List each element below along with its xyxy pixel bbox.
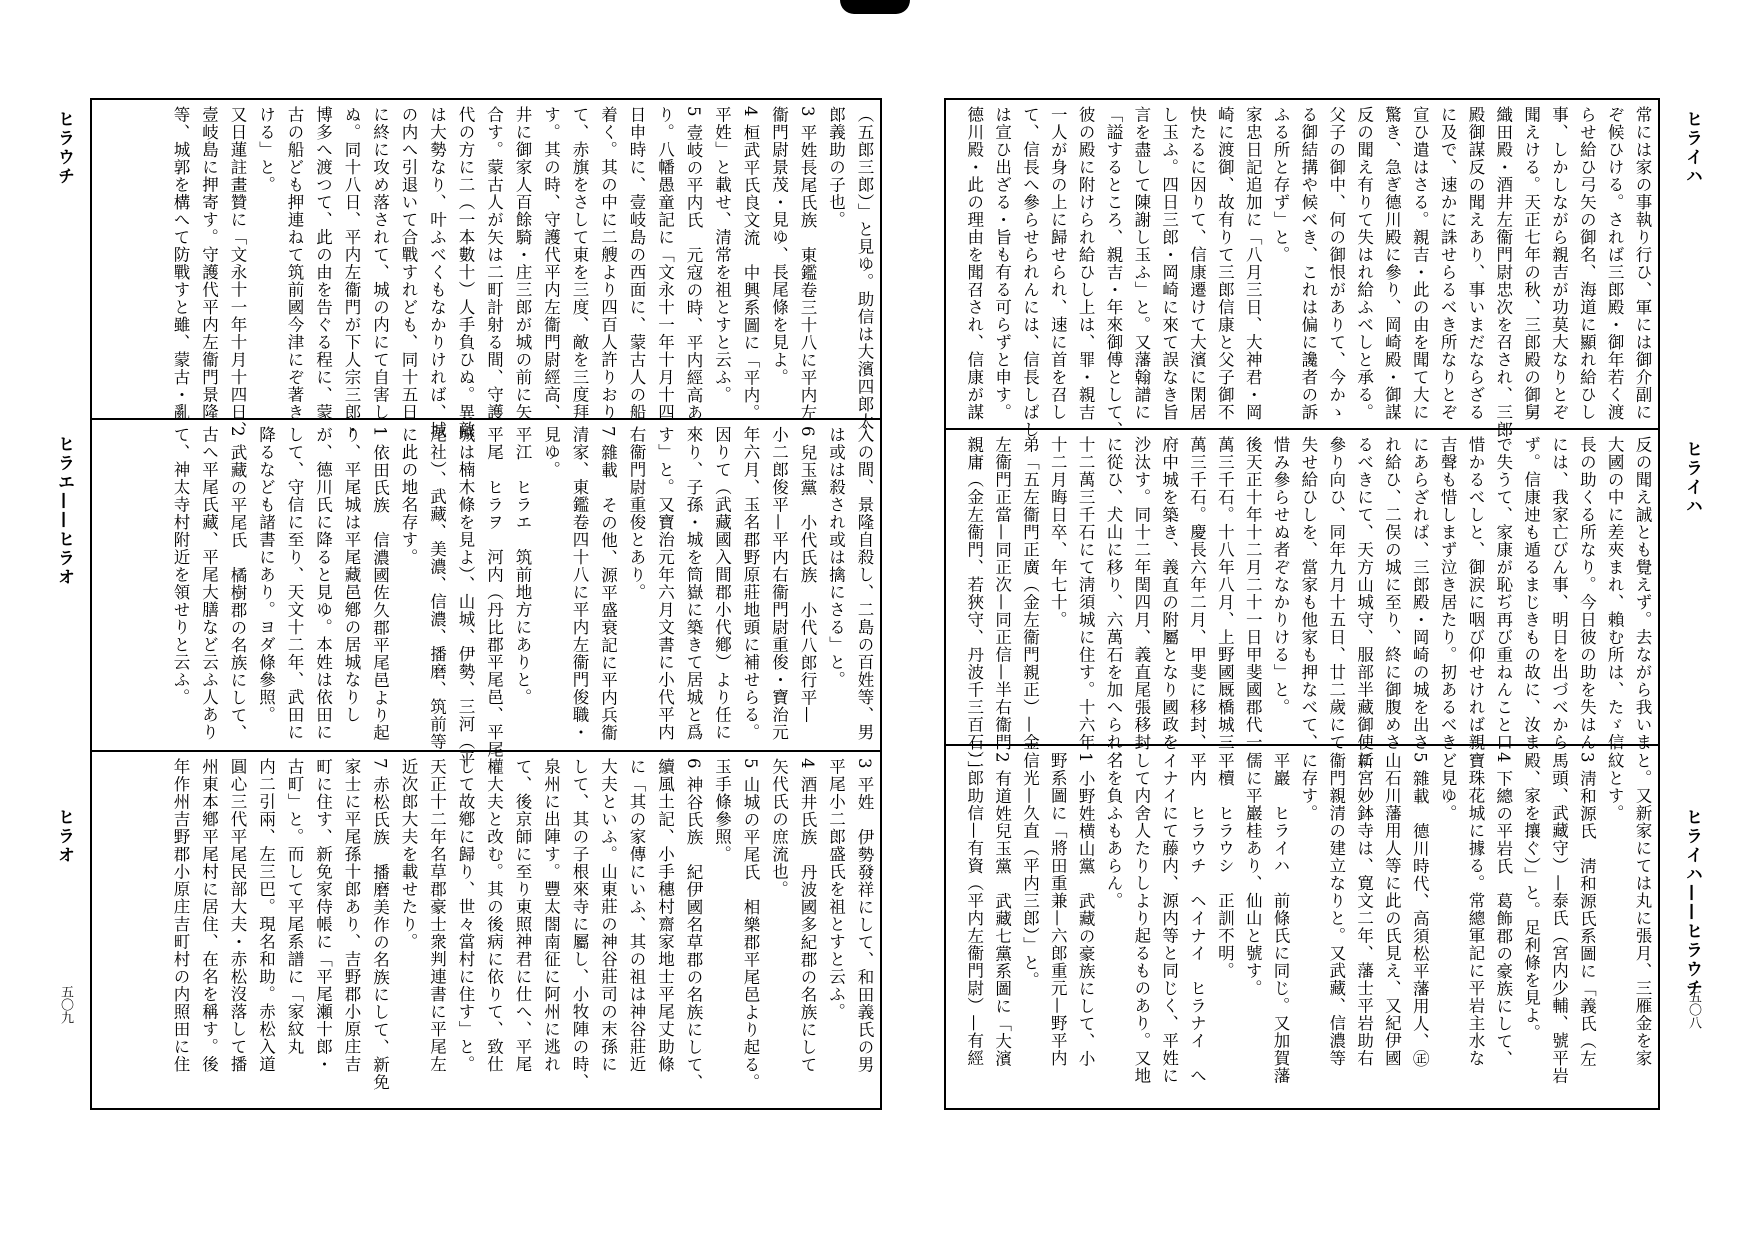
text-column: 左衞門正當—同正次—同正信—半右衞門: [992, 436, 1012, 751]
text-column: 平尾小二郎盛氏を祖とすと云ふ。: [826, 758, 846, 1021]
text-column: （五郎三郎）」と見ゆ。助信は大濱四郎太: [855, 106, 874, 431]
text-column: 家忠日記追加に「八月三日、大神君・岡: [1243, 106, 1263, 421]
text-column: 快たるに因りて、信康遷けて大濱に閑居: [1187, 106, 1207, 421]
text-column: 6 兒玉黨 小代氏族 小代八郎行平—: [798, 426, 817, 724]
text-column: 萬三千石。十八年八月、上野國厩橋城三: [1215, 436, 1235, 751]
text-column: り、平尾城は平尾藏邑鄕の居城なりし: [342, 426, 361, 724]
text-column: 5 壹岐の平内氏 元寇の時、平内經高あ: [684, 106, 703, 422]
text-column: は宣ひ出ざる・旨も有る可らずと申す。: [992, 106, 1012, 421]
text-column: に「其の家傳にいふ、其の祖は神谷莊近: [627, 758, 646, 1073]
text-column: 十二萬三千石にて淸須城に住す。十六年: [1076, 436, 1096, 751]
text-column: 衞門親清の建立なりと。又武藏、信濃等: [1326, 752, 1346, 1067]
text-column: 惜かるべしと、御涙に咽び仰せければ親: [1465, 436, 1485, 751]
text-column: 寶珠花城に據る。常總軍記に平岩主水な: [1465, 752, 1485, 1067]
text-column: 6 神谷氏族 紀伊國名草郡の名族にして、: [684, 758, 703, 1091]
text-column: 郎義助の子也。: [826, 106, 846, 229]
text-column: 7 赤松氏族 播磨美作の名族にして、新免: [370, 758, 390, 1091]
text-column: 着く。其の中に二艘より四百人許りおり: [598, 106, 618, 421]
text-column: 井に御家人百餘騎・庄三郎が城の前に矢: [513, 106, 532, 421]
running-head: ヒラエ——ヒラオ: [54, 435, 74, 587]
text-column: して、守信に至り、天文十二年、武田に: [285, 426, 304, 741]
text-column: ぬ。同十八日、平内左衞門が下人宗三郎・: [342, 106, 361, 439]
text-column: 壹岐島に押寄す。守護代平内左衞門景隆: [199, 106, 219, 421]
text-column: て、赤旗をさして東を三度、敵を三度拜: [570, 106, 589, 421]
text-column: 2 武藏の平尾氏 橘樹郡の名族にして、: [228, 426, 247, 742]
text-column: 又日蓮註畫贊に「文永十一年十月十四日、: [228, 106, 247, 439]
text-column: 7 雜載 その他、源平盛衰記に平内兵衞: [598, 426, 618, 742]
text-column: 5 雜載 德川時代、高須松平藩用人、㊣: [1410, 752, 1430, 1068]
text-column: るべきにて、天方山城守、服部半藏御使に: [1354, 436, 1374, 769]
text-column: 古の船ども押連ねて筑前國今津にぞ著き: [285, 106, 304, 421]
text-column: 驚き、急ぎ德川殿に參り、岡崎殿・御謀: [1382, 106, 1402, 421]
text-column: に存す。: [1298, 752, 1318, 822]
text-column: に及で、速かに誅せらるべき所なりとぞ: [1438, 106, 1458, 421]
text-column: 來り、子孫・城を筒嶽に築きて居城と爲: [684, 426, 703, 741]
text-column: にあらざれば、三郎殿・岡崎の城を出さ: [1410, 436, 1430, 751]
text-column: 3 平姓長尾氏族 東鑑卷三十八に平内左: [798, 106, 817, 422]
text-column: 事、しかしながら親吉が功莫大なりとぞ: [1549, 106, 1569, 421]
text-column: に終に攻め落されて、城の内にて自害し: [370, 106, 390, 421]
text-column: 權大夫と改む。其の後病に依りて、致仕: [484, 758, 504, 1073]
text-column: が、德川氏に降ると見ゆ。本姓は依田に: [313, 426, 333, 741]
text-column: 弟「五左衞門正廣（金左衞門親正）—金: [1020, 436, 1040, 751]
text-column: 織田殿・酒井左衞門尉忠次を召され、三郎: [1493, 106, 1513, 439]
text-column: 宣ひ遣はさる。親吉・此の由を聞て大に: [1410, 106, 1430, 421]
text-column: 1 依田氏族 信濃國佐久郡平尾邑より起: [370, 426, 390, 742]
text-column: 十二月晦日卒、年七十。: [1048, 436, 1068, 629]
text-column: と。又新家にては丸に張月、三雁金を家: [1633, 752, 1652, 1067]
text-column: 言を盡して陳謝し玉ふ」と。又藩翰譜に: [1131, 106, 1151, 421]
text-column: 常には家の事執り行ひ、軍には御介副に: [1633, 106, 1652, 421]
text-column: 尾社）、武藏、美濃、信濃、播磨、筑前等: [427, 426, 447, 751]
text-band-middle: [100, 426, 874, 768]
text-column: し玉ふ。四日三郎・岡崎に來て誤なき旨: [1159, 106, 1179, 421]
text-column: 2 有道姓兒玉黨 武藏七黨系圖に「大濱: [992, 752, 1012, 1068]
text-column: 吉聲も惜しまず泣き居たり。扨あるべき: [1438, 436, 1458, 751]
text-column: ず。信康迚も遁るまじきもの故に、汝ま: [1521, 436, 1541, 751]
text-column: 失せ給ひしを、當家も他家も押なべて、: [1298, 436, 1318, 751]
text-column: 府中城を築き、義直の附屬となり國政を: [1159, 436, 1179, 751]
text-column: の内へ引退いて合戰すれども、同十五日: [399, 106, 418, 421]
right-page: [944, 98, 1660, 1110]
text-column: 圓心三代平尾民部大夫・赤松沒落して播: [228, 758, 247, 1073]
text-column: 矢代氏の庶流也。: [769, 758, 789, 898]
text-column: 3 平姓 伊勢發祥にして、和田義氏の男: [855, 758, 874, 1074]
text-column: 見ゆ。: [541, 426, 561, 479]
text-column: 古へ平尾氏藏、平尾大膳など云ふ人あり: [199, 426, 219, 741]
text-column: 德川殿・此の理由を聞召され、信康が謀: [964, 106, 984, 421]
text-column: 後天正十年十二月二十一日甲斐國郡代一: [1243, 436, 1263, 751]
left-page: [90, 98, 882, 1110]
text-band-top: [954, 106, 1652, 439]
text-column: ど見ゆ。: [1438, 752, 1458, 822]
text-column: ぞ候ひける。されば三郎殿・御年若く渡: [1605, 106, 1625, 421]
text-column: 古町」と。而して平尾系譜に「家紋丸: [285, 758, 304, 1056]
text-column: 3 淸和源氏 淸和源氏系圖に「義氏（左: [1577, 752, 1597, 1068]
text-column: 信光—久直（平内三郎）」と。: [1020, 752, 1040, 989]
text-column: 反の聞え有りて失はれ給ふべしと承る。: [1354, 106, 1374, 421]
text-column: 平姓」と載せ、清常を祖とすと云ふ。: [712, 106, 732, 404]
text-column: 町に住す、新免家侍帳に「平尾瀬十郎・: [313, 758, 333, 1073]
text-band-bottom: [100, 758, 872, 1104]
text-column: る御結搆や候べき、これは偏に讒者の訴: [1298, 106, 1318, 421]
text-column: 平内 ヒラウチ ヘイナイ ヒラナイ へ: [1187, 752, 1207, 1085]
page-number: 五〇九: [58, 985, 73, 1024]
text-column: 平尾 ヒラヲ 河内（丹比郡平尾邑、平尾: [484, 426, 504, 759]
text-column: 日申時に、壹岐島の西面に、蒙古人の船: [627, 106, 646, 421]
text-column: 名を負ふもあらん。: [1103, 752, 1123, 910]
text-column: は大勢なり、叶ふべくもなかりければ、城: [427, 106, 447, 439]
running-head: ヒライハ: [1682, 110, 1702, 186]
text-column: 近次郎大夫を載せたり。: [399, 758, 418, 951]
text-column: 合す。蒙古人が矢は二町計射る間、守護: [484, 106, 504, 421]
text-column: して内舍人たりしより起るものあり。又地: [1131, 752, 1151, 1085]
text-column: 一人が身の上に歸せられ、速に首を召し: [1048, 106, 1068, 421]
text-column: す」と。又寶治元年六月文書に小代平内: [655, 426, 675, 741]
text-column: ける」と。: [256, 106, 276, 194]
text-column: 城は楠木條を見よ）、山城、伊勢、三河（平: [456, 426, 475, 768]
text-column: 二郎助信—有資（平内左衞門尉）—有經: [964, 752, 984, 1067]
text-column: 平江 ヒラエ 筑前地方にありと。: [513, 426, 532, 706]
text-column: て、神太寺村附近を領せりと云ふ。: [171, 426, 190, 706]
text-column: 萬三千石。慶長六年二月、甲斐に移封、: [1187, 436, 1207, 751]
text-column: 平巖 ヒライハ 前條氏に同じ。又加賀藩: [1271, 752, 1291, 1085]
text-column: 泉州に出陣す。豐太閤南征に阿州に逃れ: [541, 758, 561, 1073]
text-column: 續風土記、小手穗村齋家地士平尾丈助條: [655, 758, 675, 1073]
text-column: す。其の時、守護代平内左衞門尉經高、: [541, 106, 561, 421]
text-column: に從ひ、犬山に移り、六萬石を加へられ、: [1103, 436, 1123, 769]
text-column: 家士に平尾孫十郎あり、吉野郡小原庄吉: [342, 758, 361, 1073]
text-column: 4 酒井氏族 丹波國多紀郡の名族にして: [798, 758, 817, 1074]
text-column: 山石川藩用人等に此の氏見え、又紀伊國: [1382, 752, 1402, 1067]
text-column: 右衞門尉重俊とあり。: [627, 426, 646, 601]
running-head: ヒラオ: [54, 808, 74, 865]
text-column: 代の方に二（一本數十）人手負ひぬ。異敵: [456, 106, 475, 439]
text-column: には、我家亡びん事、明日を出づべから: [1549, 436, 1569, 751]
text-column: 崎に渡御、故有りて三郎信康と父子御不: [1215, 106, 1235, 421]
text-column: 惜み參らせぬ者ぞなかりける」と。: [1271, 436, 1291, 716]
text-column: れ給ひ、二俣の城に至り、終に御腹めさ: [1382, 436, 1402, 751]
text-column: 聞えける。天正七年の秋、三郎殿の御舅: [1521, 106, 1541, 421]
text-column: 殿御謀反の聞えあり、事いまだならざる: [1465, 106, 1485, 421]
text-column: 衞門尉景茂・見ゆ、長尾條を見よ。: [769, 106, 789, 386]
text-column: 博多へ渡つて、此の由を告ぐる程に、蒙: [313, 106, 333, 421]
running-head: ヒライハ——ヒラウチ: [1682, 808, 1702, 998]
text-column: 4 下總の平岩氏 葛飾郡の豪族にして、: [1493, 752, 1513, 1068]
text-column: 彼の殿に附けられ給ひし上は、罪・親吉: [1076, 106, 1096, 421]
text-column: 殿、家を攘ぐ）」と。足利條を見よ。: [1521, 752, 1541, 1042]
text-column: 年作州吉野郡小原庄吉町村の内照田に住: [171, 758, 190, 1073]
text-column: 4 桓武平氏良文流 中興系圖に「平内。: [741, 106, 760, 422]
text-column: 5 山城の平尾氏 相樂郡平尾邑より起る。: [741, 758, 760, 1091]
text-column: 紋とす。: [1605, 752, 1625, 822]
text-column: 入の間、景隆自殺し、二島の百姓等、男: [855, 426, 874, 741]
text-column: イナイにて藤内、源内等と同じく、平姓に: [1159, 752, 1179, 1085]
text-column: 州東本鄕平尾村に居住、在名を稱す。後: [199, 758, 219, 1073]
text-column: 年六月、玉名郡野原莊地頭に補せらる。: [741, 426, 760, 741]
text-column: は或は殺され或は擒にさる」と。: [826, 426, 846, 689]
text-column: 參り向ひ、同年九月十五日、廿二歲にて: [1326, 436, 1346, 751]
text-column: 儒に平巖桂あり、仙山と號す。: [1243, 752, 1263, 997]
text-column: で失うて、家康が恥ぢ再び重ねんこと口: [1493, 436, 1513, 751]
text-column: て、後京師に至り東照神君に仕へ、平尾: [513, 758, 532, 1073]
text-column: り。八幡愚童記に「文永十一年十月十四: [655, 106, 675, 421]
page-number: 五〇八: [1686, 990, 1701, 1029]
running-head: ヒライハ: [1682, 440, 1702, 516]
text-column: 長の助くる所なり。今日彼の助を失はん: [1577, 436, 1597, 751]
text-column: 父子の御中、何の御恨がありて、今かゝ: [1326, 106, 1346, 421]
text-column: 小二郎俊平—平内右衞門尉重俊・寶治元: [769, 426, 789, 741]
text-column: 野系圖に「將田重兼—六郎重元—野平内: [1048, 752, 1068, 1067]
text-column: 玉手條參照。: [712, 758, 732, 863]
text-column: 因りて（武藏國入間郡小代鄕）より任に: [712, 426, 732, 741]
text-column: 沙汰す。同十二年閏四月、義直尾張移封: [1131, 436, 1151, 751]
text-column: 新宮妙鉢寺は、寛文二年、藩士平岩助右: [1354, 752, 1374, 1067]
text-band-middle: [954, 436, 1652, 778]
text-column: 降るなども諸書にあり。ヨダ條參照。: [256, 426, 276, 724]
text-column: ふる所と存ず」と。: [1271, 106, 1291, 264]
text-column: 平櫝 ヒラウシ 正訓不明。: [1215, 752, 1235, 980]
text-column: 内二引兩、左三巴。現名和助。赤松入道: [256, 758, 276, 1073]
text-column: て、信長へ參らせられんには、信長しばし: [1020, 106, 1040, 439]
text-column: 「謚するところ、親吉・年來御傅として、: [1103, 106, 1123, 439]
text-column: らせ給ひ弓矢の御名、海道に顯れ給ひし: [1577, 106, 1597, 421]
text-column: 天正十二年名草郡豪士衆判連書に平尾左: [427, 758, 447, 1073]
text-column: に此の地名存す。: [399, 426, 418, 566]
text-column: 等、城郭を構へて防戰すと雖、蒙古・亂: [171, 106, 190, 421]
text-column: 清家、東鑑卷四十八に平内左衞門俊職・: [570, 426, 589, 741]
text-column: 親庸（金左衞門、若狹守、丹波千三百石）」: [964, 436, 984, 778]
text-column: して故鄕に歸り、世々當村に住す」と。: [456, 758, 475, 1073]
band-divider: [946, 428, 1658, 430]
text-column: 1 小野姓横山黨 武藏の豪族にして、小: [1076, 752, 1096, 1068]
running-head: ヒラウチ: [54, 110, 74, 186]
text-column: 反の聞え誠とも覺えず。去ながら我いま: [1633, 436, 1652, 751]
text-column: 大夫といふ。山東莊の神谷莊司の末孫に: [598, 758, 618, 1073]
text-column: 大國の中に差夾まれ、賴む所は、たゞ信: [1605, 436, 1625, 751]
text-band-bottom: [954, 752, 1650, 1104]
text-column: 馬頭、武藏守）—泰氏（宮内少輔、號平岩: [1549, 752, 1569, 1085]
text-column: して、其の子根來寺に屬し、小牧陣の時、: [570, 758, 589, 1091]
text-band-top: [100, 106, 874, 439]
book-spine-mark: [840, 0, 910, 14]
